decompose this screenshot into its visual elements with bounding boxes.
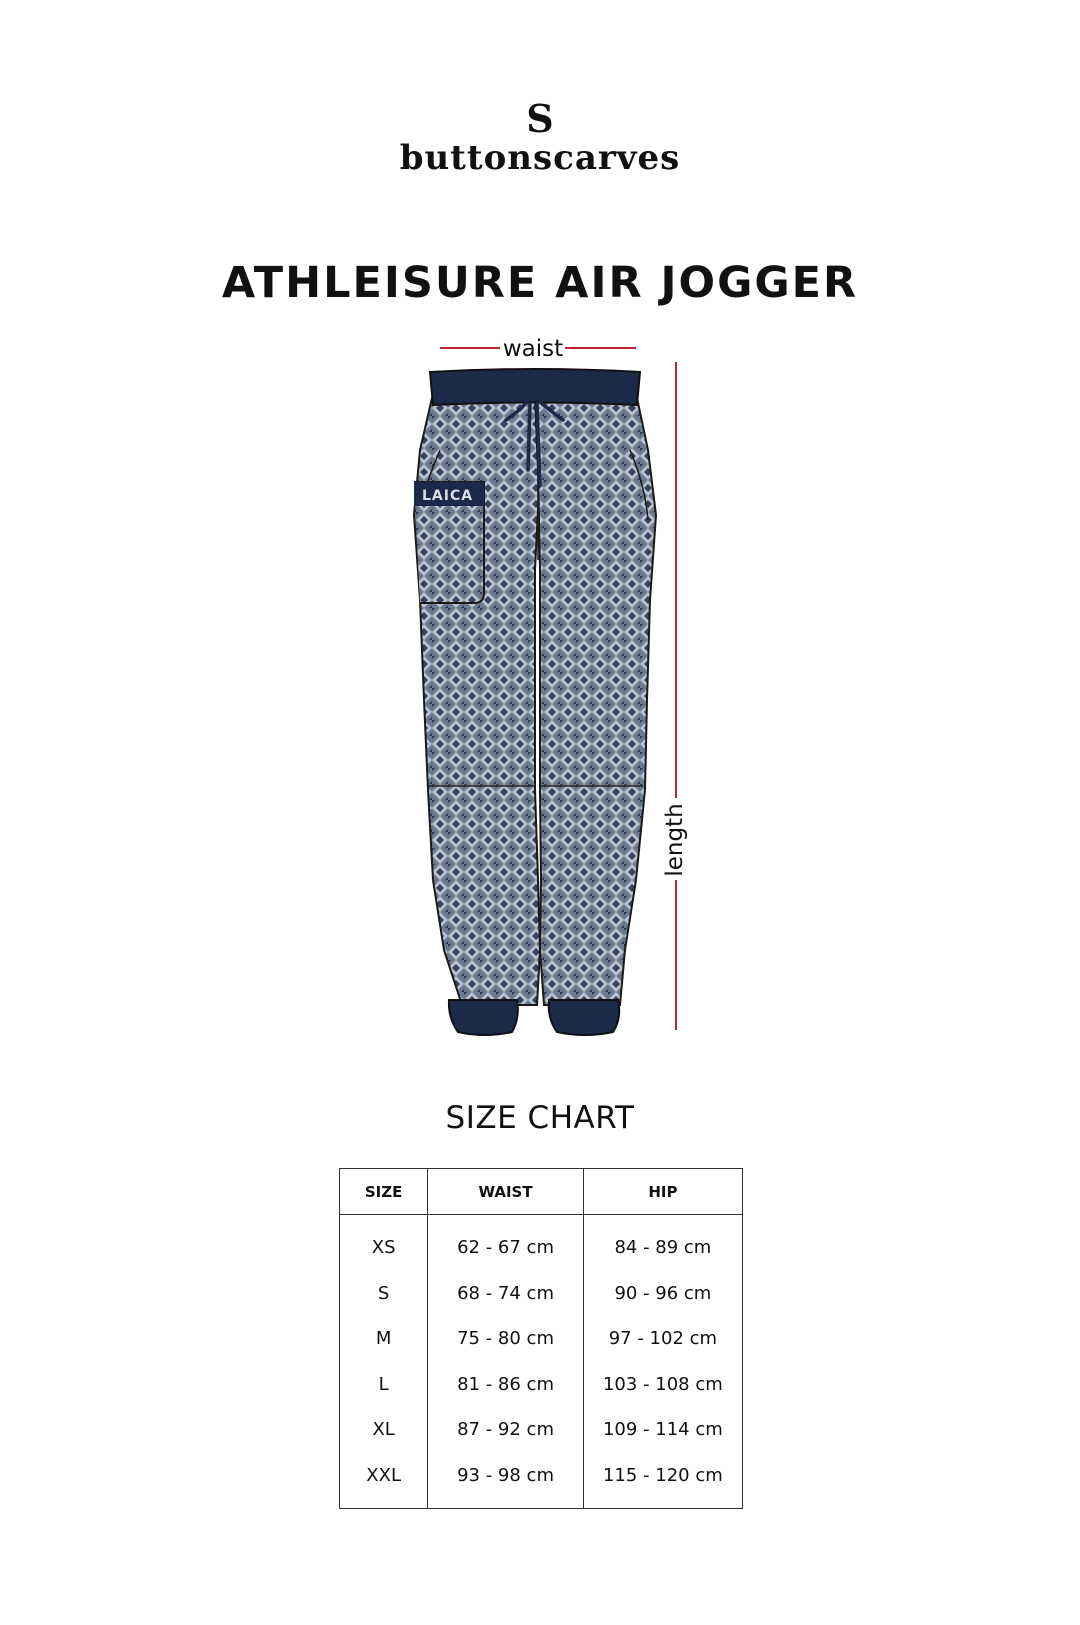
- size-cell: XL: [340, 1407, 428, 1453]
- waist-cell: 75 - 80 cm: [428, 1316, 584, 1362]
- header-waist: WAIST: [428, 1169, 584, 1215]
- size-chart-table: [339, 1168, 743, 1509]
- brand-monogram: S: [526, 96, 554, 141]
- table-row: [340, 1362, 743, 1408]
- size-chart-title: SIZE CHART: [445, 1100, 635, 1136]
- brand-logo: [0, 96, 1080, 178]
- table-row: [340, 1215, 743, 1271]
- header-size: SIZE: [340, 1169, 428, 1215]
- table-row: [340, 1407, 743, 1453]
- waist-cell: 93 - 98 cm: [428, 1453, 584, 1509]
- waistband: [430, 369, 640, 405]
- waist-label: waist: [502, 336, 564, 362]
- hip-cell: 103 - 108 cm: [602, 1373, 723, 1395]
- table-row: [340, 1453, 743, 1509]
- size-cell: XXL: [340, 1453, 428, 1509]
- pocket-label: LAICA: [422, 488, 474, 504]
- waist-cell: 81 - 86 cm: [428, 1362, 584, 1408]
- size-cell: L: [340, 1362, 428, 1408]
- left-cuff: [449, 1000, 518, 1035]
- table-row: [340, 1271, 743, 1317]
- size-cell: XS: [340, 1215, 428, 1271]
- product-title: ATHLEISURE AIR JOGGER: [221, 258, 859, 308]
- hip-cell: 109 - 114 cm: [602, 1419, 723, 1441]
- waist-cell: 68 - 74 cm: [428, 1271, 584, 1317]
- table-row: [340, 1316, 743, 1362]
- brand-name: buttonscarves: [399, 138, 681, 178]
- jogger-diagram: [0, 330, 1080, 1050]
- hip-cell: 84 - 89 cm: [614, 1237, 712, 1259]
- size-cell: S: [340, 1271, 428, 1317]
- length-label: length: [662, 803, 688, 877]
- waist-cell: 62 - 67 cm: [428, 1215, 584, 1271]
- hip-cell: 90 - 96 cm: [614, 1282, 712, 1304]
- right-leg: [535, 398, 656, 1005]
- header-hip: HIP: [583, 1169, 742, 1215]
- hip-cell: 97 - 102 cm: [608, 1328, 718, 1350]
- table-header-row: [340, 1169, 743, 1215]
- size-cell: M: [340, 1316, 428, 1362]
- waist-cell: 87 - 92 cm: [428, 1407, 584, 1453]
- hip-cell: 115 - 120 cm: [602, 1464, 723, 1486]
- right-cuff: [549, 1000, 620, 1035]
